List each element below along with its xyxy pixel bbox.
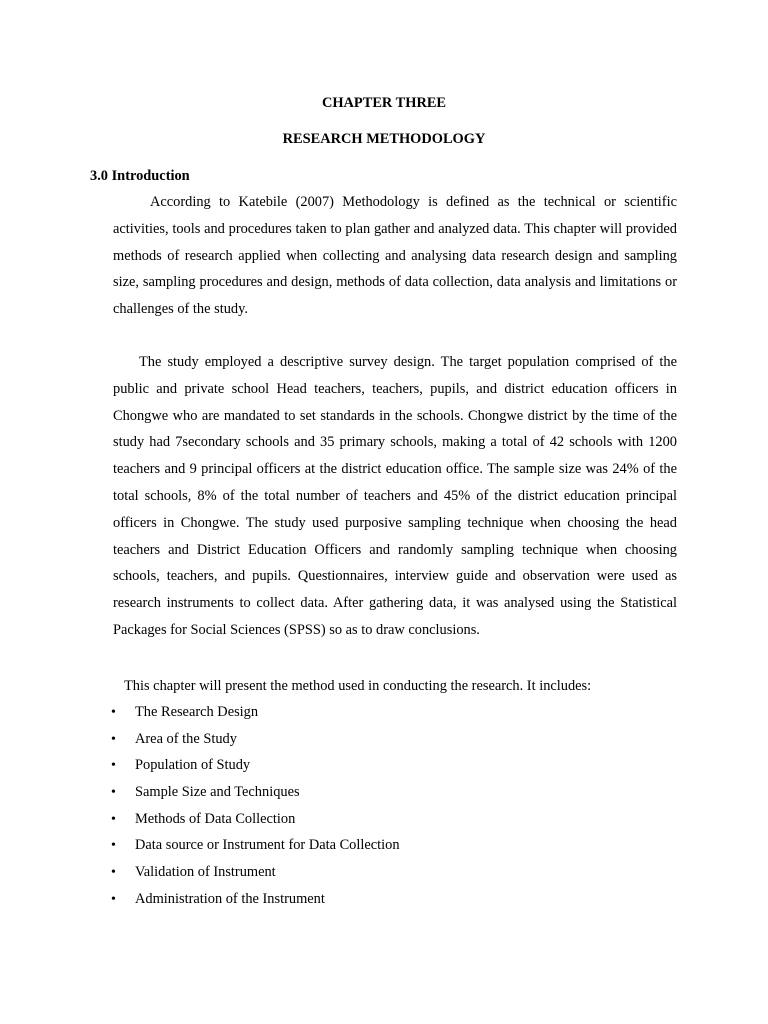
chapter-title: CHAPTER THREE — [321, 95, 447, 111]
bullet-icon: • — [111, 865, 116, 881]
study-summary-paragraph: The study employed a descriptive survey design. The target population comprised of the public and private school Head teachers, teachers, pupils, and district education officers in Chongwe who are mandated to set standards in the schools. Chongwe district by the time of the study had 7secondary schools and 35 primary schools, making a total of 42 schools with 1200 teachers and 9 principal officers at the district education office. The sample size was 24% of the total schools, 8% of the total number of teachers and 45% of the district education principal officers in Chongwe. The study used purposive sampling technique when choosing the head teachers and District Education Officers and randomly sampling technique when choosing schools, teachers, and pupils. Questionnaires, interview guide and observation were used as research instruments to collect data. After gathering data, it was analysed using the Statistical Packages for Social Sciences (SPSS) so as to draw conclusions. — [113, 354, 677, 638]
list-item-text: The Research Design — [135, 704, 259, 720]
introduction-paragraph: According to Katebile (2007) Methodology is defined as the technical or scientific activities, tools and procedures taken to plan gather and analyzed data. This chapter will provided methods of research applied when collecting and analysing data research design and sampling size, sampling procedures and design, methods of data collection, data analysis and limitations or challenges of the study. — [113, 194, 677, 318]
list-item — [108, 755, 400, 782]
list-item-text: Population of Study — [135, 757, 251, 774]
list-intro: This chapter will present the method used in conducting the research. It includes: — [124, 678, 592, 694]
list-item-text: Data source or Instrument for Data Collection — [135, 837, 400, 854]
section-heading: 3.0 Introduction — [90, 168, 190, 184]
bullet-icon: • — [111, 758, 116, 774]
bullet-icon: • — [111, 811, 116, 827]
bullet-icon: • — [111, 785, 116, 801]
list-item — [108, 729, 400, 756]
list-item — [108, 835, 400, 862]
list-item-text: Area of the Study — [135, 730, 237, 747]
list-item-text: Methods of Data Collection — [135, 810, 296, 827]
list-item-text: Validation of Instrument — [135, 864, 276, 881]
list-item — [108, 782, 400, 809]
list-item — [108, 889, 400, 916]
list-item — [108, 862, 400, 889]
chapter-subtitle: RESEARCH METHODOLOGY — [282, 131, 486, 147]
list-item — [108, 809, 400, 836]
bullet-icon: • — [111, 891, 116, 907]
list-item-text: Administration of the Instrument — [135, 890, 325, 907]
chapter-contents-list — [108, 702, 400, 916]
list-item — [108, 702, 400, 729]
bullet-icon: • — [111, 705, 116, 720]
bullet-icon: • — [111, 731, 116, 747]
list-item-text: Sample Size and Techniques — [135, 784, 300, 801]
bullet-icon: • — [111, 838, 116, 854]
